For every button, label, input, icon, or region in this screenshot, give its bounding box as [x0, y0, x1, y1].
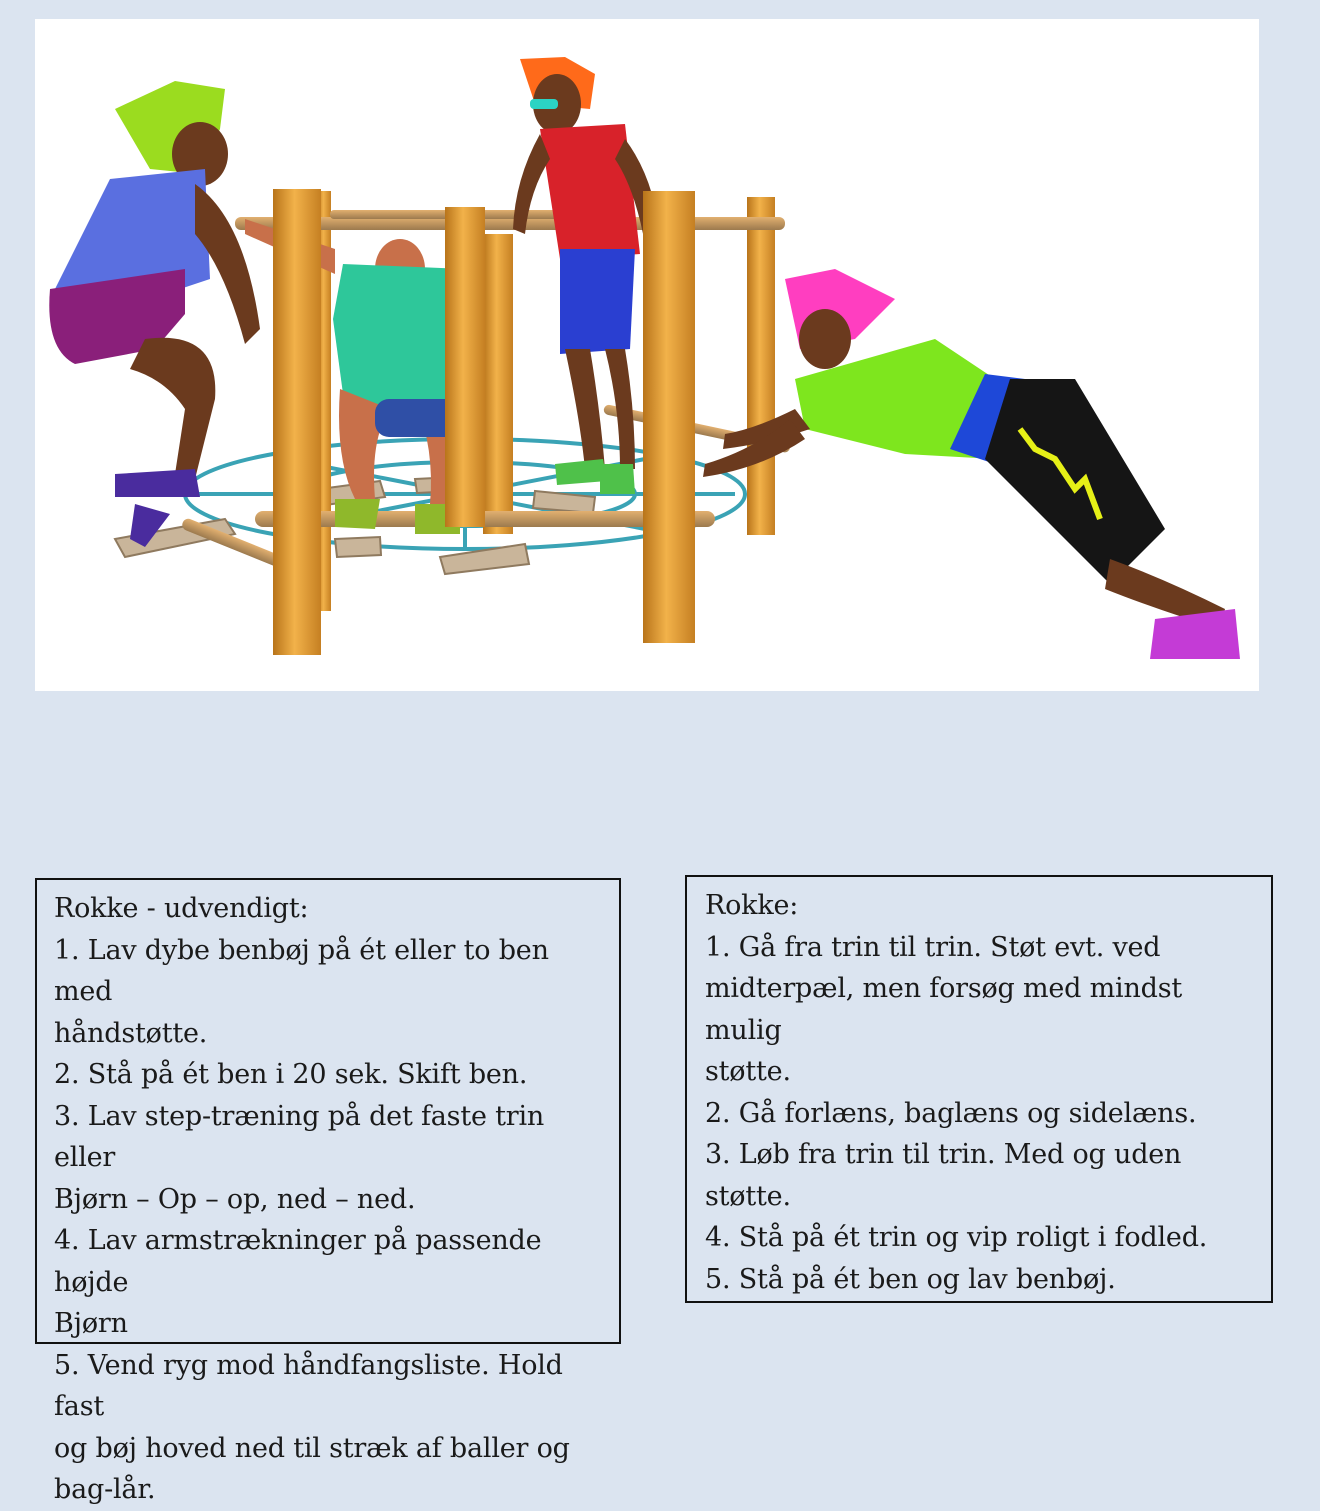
post [445, 207, 485, 527]
exercise-box-rocker [685, 875, 1273, 1303]
post [273, 189, 321, 655]
post [643, 191, 695, 643]
box-title: Rokke: [705, 890, 799, 921]
box-title: Rokke - udvendigt: [54, 893, 309, 924]
exercise-line: 4. Lav armstrækninger på passende højde [54, 1225, 542, 1298]
exercise-line: 4. Stå på ét trin og vip roligt i fodled. [705, 1222, 1208, 1253]
person-orange-hair [513, 57, 660, 494]
exercise-line: 2. Stå på ét ben i 20 sek. Skift ben. [54, 1059, 528, 1090]
exercise-line: midterpæl, men forsøg med mindst mulig [705, 973, 1183, 1046]
exercise-line: 5. Stå på ét ben og lav benbøj. [705, 1263, 1116, 1295]
exercise-line: håndstøtte. [54, 1017, 208, 1049]
exercise-line: 1. Lav dybe benbøj på ét eller to ben med [54, 934, 549, 1007]
exercise-line: og bøj hoved ned til stræk af baller og [54, 1432, 570, 1464]
exercise-illustration [35, 19, 1259, 691]
exercise-line: 5. Vend ryg mod håndfangsliste. Hold fast [54, 1349, 563, 1422]
person-pink-hair [703, 269, 1240, 659]
person-green-hair [49, 81, 260, 547]
post [747, 197, 775, 535]
post [483, 234, 513, 534]
playground-equipment-illustration [35, 19, 1259, 691]
exercise-box-outdoor [35, 878, 621, 1505]
exercise-line: 2. Gå forlæns, baglæns og sidelæns. [705, 1097, 1197, 1129]
exercise-line: 1. Gå fra trin til trin. Støt evt. ved [705, 931, 1161, 963]
exercise-line: støtte. [705, 1056, 791, 1087]
exercise-line: Bjørn [54, 1308, 128, 1339]
exercise-line: 3. Lav step-træning på det faste trin eller [54, 1100, 545, 1173]
exercise-line: Bjørn – Op – op, ned – ned. [54, 1183, 416, 1215]
exercise-line: 3. Løb fra trin til trin. Med og uden støtte. [705, 1139, 1182, 1212]
exercise-line: bag-lår. [54, 1474, 156, 1505]
